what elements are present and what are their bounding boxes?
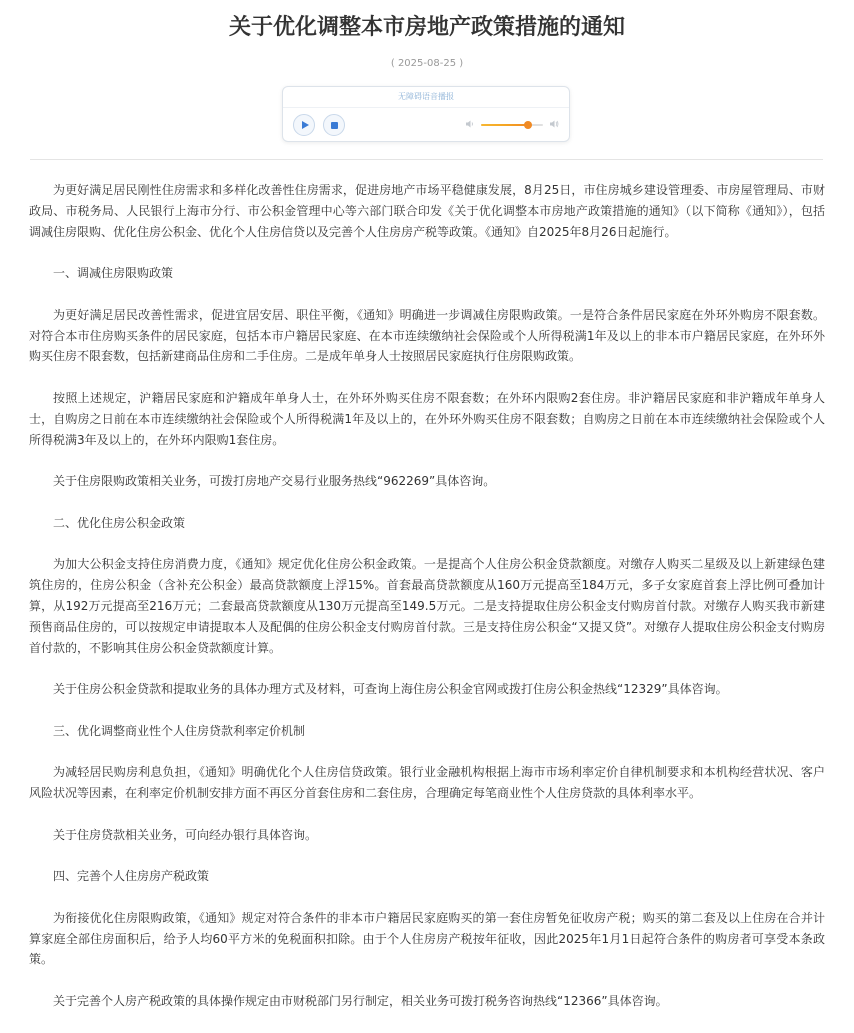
section-heading-2: 二、优化住房公积金政策 [53,515,186,530]
paragraph-hotline: 关于完善个人房产税政策的具体操作规定由市财税部门另行制定，相关业务可拨打税务咨询热线“12366”具体咨询。 [53,994,668,1009]
section-heading-1: 一、调减住房限购政策 [53,266,174,281]
section-heading-4: 四、完善个人住房房产税政策 [53,869,210,884]
speaker-icon[interactable] [465,119,475,129]
paragraph: 为衔接优化住房限购政策，《通知》规定对符合条件的非本市户籍居民家庭购买的第一套住房暂免征收房产税；购买的第二套及以上住房在合并计算家庭全部住房面积后，给予人均60平方米的免税面积扣除。由于个人住房房产税按年征收，因此2025年1月1日起符合条件的购房者可享受本条政策。 [29,910,825,967]
volume-handle[interactable] [524,121,532,129]
paragraph-hotline: 关于住房贷款相关业务，可向经办银行具体咨询。 [53,827,318,842]
player-divider [283,107,569,108]
paragraph: 为加大公积金支持住房消费力度，《通知》规定优化住房公积金政策。一是提高个人住房公积金贷款额度。对缴存人购买二星级及以上新建绿色建筑住房的，住房公积金（含补充公积金）最高贷款额度上浮15%。首套最高贷款额度从160万元提高至184万元，多子女家庭首套上浮比例可叠加计算，从192万元提高至216万元；二套最高贷款额度从130万元提高至149.5万元。二是支持提取住房公积金支付购房首付款。对缴存人购买我市新建预售商品住房的，可以按规定申请提取本人及配偶的住房公积金支付购房首付款。三是支持住房公积金“又提又贷”。对缴存人提取住房公积金支付购房首付款的，不影响其住房公积金贷款额度计算。 [29,557,825,655]
volume-slider[interactable] [481,124,543,126]
paragraph: 为减轻居民购房利息负担，《通知》明确优化个人住房信贷政策。银行业金融机构根据上海市市场利率定价自律机制要求和本机构经营状况、客户风险状况等因素，在利率定价机制安排方面不再区分首套住房和二套住房，合理确定每笔商业性个人住房贷款的具体利率水平。 [29,765,825,801]
paragraph-hotline: 关于住房公积金贷款和提取业务的具体办理方式及材料，可查询上海住房公积金官网或拨打住房公积金热线“12329”具体咨询。 [53,682,728,697]
paragraph-intro: 为更好满足居民刚性住房需求和多样化改善性住房需求，促进房地产市场平稳健康发展，8月25日，市住房城乡建设管理委、市房屋管理局、市财政局、市税务局、人民银行上海市分行、市公积金管理中心等六部门联合印发《关于优化调整本市房地产政策措施的通知》（以下简称《通知》），包括调减住房限购、优化住房公积金、优化个人住房信贷以及完善个人住房房产税等政策。《通知》自2025年8月26日起施行。 [29,183,825,239]
volume-fill [481,124,528,126]
paragraph: 按照上述规定，沪籍居民家庭和沪籍成年单身人士，在外环外购买住房不限套数；在外环内限购2套住房。非沪籍居民家庭和非沪籍成年单身人士，自购房之日前在本市连续缴纳社会保险或个人所得税满1年及以上的，在外环外购买住房不限套数；自购房之日前在本市连续缴纳社会保险或个人所得税满3年及以上的，在外环内限购1套住房。 [29,390,825,447]
article-title: 关于优化调整本市房地产政策措施的通知 [228,15,625,40]
player-header: 无障碍语音播报 [398,92,454,101]
publish-date: ( 2025-08-25 ) [390,58,464,69]
article-body [29,180,825,1033]
stop-button[interactable] [323,114,345,136]
paragraph-hotline: 关于住房限购政策相关业务，可拨打房地产交易行业服务热线“962269”具体咨询。 [53,474,496,489]
paragraph: 为更好满足居民改善性需求，促进宜居安居、职住平衡，《通知》明确进一步调减住房限购政策。一是符合条件居民家庭在外环外购房不限套数。对符合本市住房购买条件的居民家庭，包括本市户籍居民家庭、在本市连续缴纳社会保险或个人所得税满1年及以上的非本市户籍居民家庭，在外环外购买住房不限套数，包括新建商品住房和二手住房。二是成年单身人士按照居民家庭执行住房限购政策。 [29,307,825,364]
audio-player [282,86,570,142]
play-button[interactable] [293,114,315,136]
speaker-loud-icon[interactable] [549,119,559,129]
header-divider [30,159,823,160]
section-heading-3: 三、优化调整商业性个人住房贷款利率定价机制 [53,723,306,738]
